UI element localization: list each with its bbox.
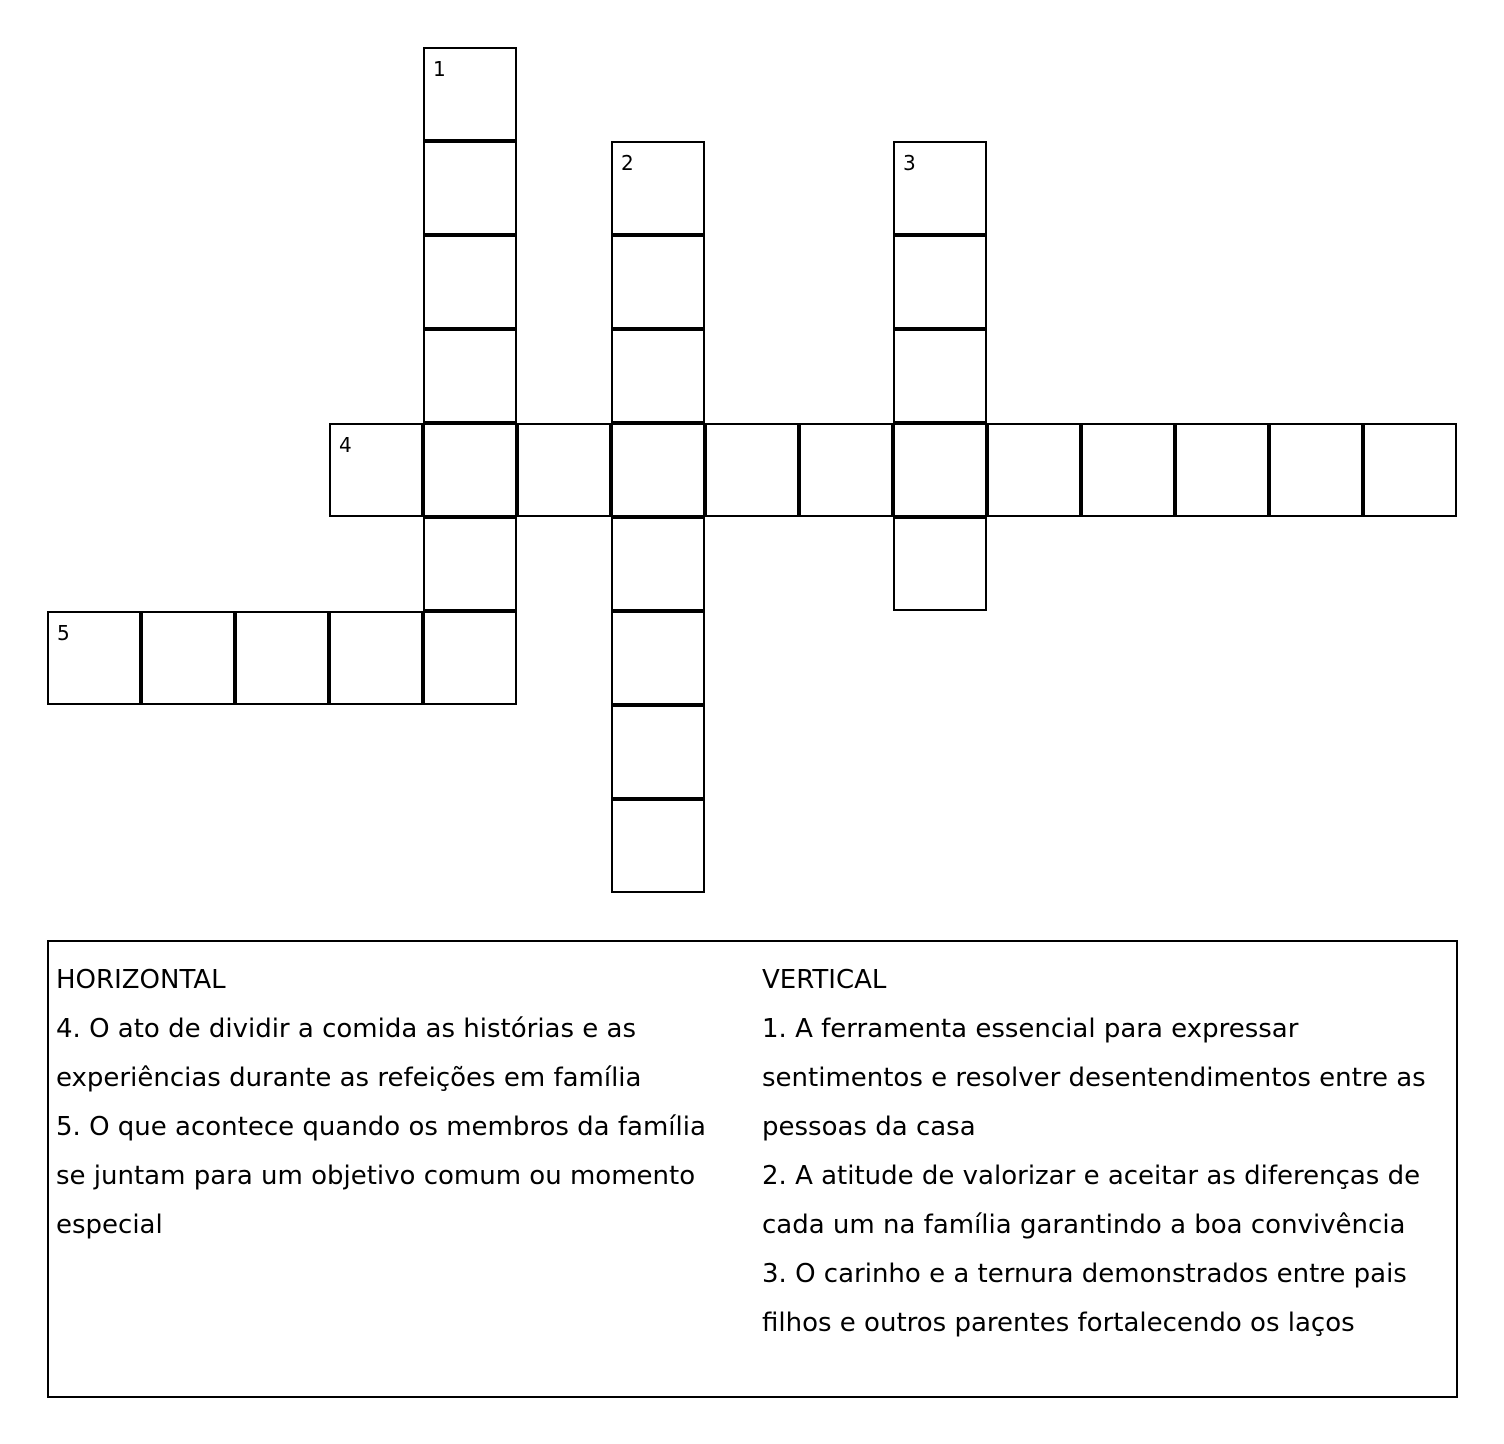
cell-number: 2 [621,151,634,175]
crossword-cell[interactable] [893,235,987,329]
crossword-cell[interactable] [893,517,987,611]
crossword-cell[interactable] [423,47,517,141]
crossword-cell[interactable] [423,141,517,235]
cell-number: 4 [339,433,352,457]
cell-number: 3 [903,151,916,175]
clue-horizontal-5: 5. O que acontece quando os membros da família se juntam para um objetivo comum ou momento especial [56,1112,706,1240]
clue-vertical-2: 2. A atitude de valorizar e aceitar as diferenças de cada um na família garantindo a boa convivência [762,1161,1421,1240]
crossword-cell[interactable] [1175,423,1269,517]
crossword-cell[interactable] [987,423,1081,517]
crossword-cell[interactable] [423,329,517,423]
crossword-cell[interactable] [611,517,705,611]
clue-vertical-3: 3. O carinho e a ternura demonstrados entre pais filhos e outros parentes fortalecendo os laços [762,1259,1407,1338]
cell-number: 5 [57,621,70,645]
crossword-cell[interactable] [1081,423,1175,517]
crossword-cell[interactable] [611,141,705,235]
crossword-cell[interactable] [611,611,705,705]
crossword-cell[interactable] [141,611,235,705]
crossword-cell[interactable] [423,517,517,611]
crossword-cell[interactable] [611,329,705,423]
crossword-cell[interactable] [611,235,705,329]
crossword-cell[interactable] [423,611,517,705]
crossword-cell[interactable] [423,423,517,517]
clues-box [47,940,1458,1398]
crossword-cell[interactable] [329,423,423,517]
clue-vertical-1: 1. A ferramenta essencial para expressar sentimentos e resolver desentendimentos entre as pessoas da casa [762,1014,1426,1142]
crossword-cell[interactable] [611,423,705,517]
clue-horizontal-4: 4. O ato de dividir a comida as histórias e as experiências durante as refeições em família [56,1014,642,1093]
horizontal-heading: HORIZONTAL [56,965,226,995]
vertical-clues [762,956,1452,1348]
crossword-cell[interactable] [1363,423,1457,517]
crossword-cell[interactable] [611,705,705,799]
crossword-cell[interactable] [329,611,423,705]
cell-number: 1 [433,57,446,81]
horizontal-clues [56,956,736,1250]
crossword-cell[interactable] [235,611,329,705]
crossword-cell[interactable] [611,799,705,893]
crossword-cell[interactable] [893,329,987,423]
crossword-cell[interactable] [423,235,517,329]
crossword-cell[interactable] [893,423,987,517]
crossword-cell[interactable] [705,423,799,517]
crossword-cell[interactable] [517,423,611,517]
vertical-heading: VERTICAL [762,965,887,995]
crossword-cell[interactable] [1269,423,1363,517]
crossword-cell[interactable] [47,611,141,705]
crossword-cell[interactable] [893,141,987,235]
crossword-cell[interactable] [799,423,893,517]
